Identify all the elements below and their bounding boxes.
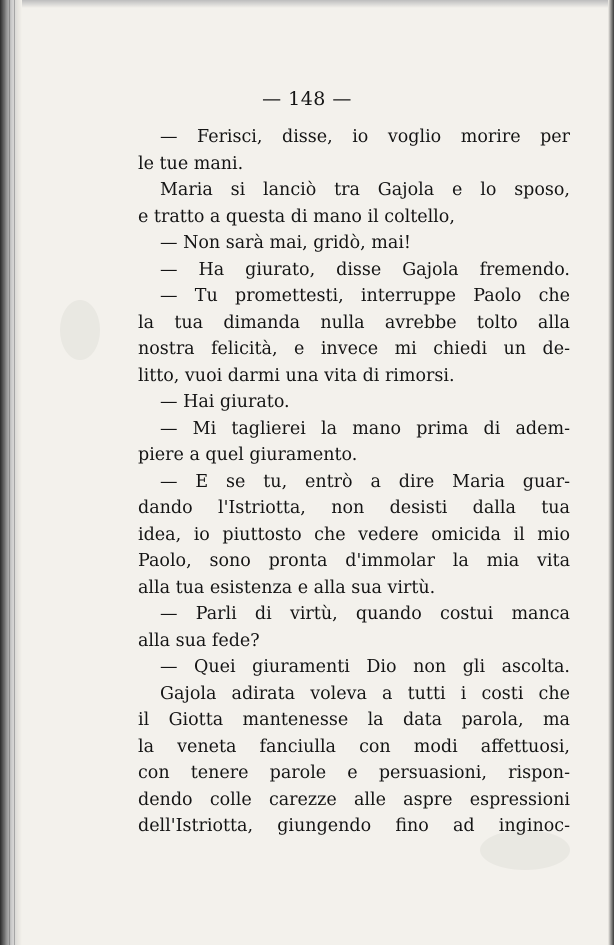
page-top-shadow <box>0 0 614 8</box>
text-line: — Quei giuramenti Dio non gli ascolta. <box>160 657 570 677</box>
text-line: Gajola adirata voleva a tutti i costi che <box>160 683 570 704</box>
text-line: — Ha giurato, disse Gajola fremendo. <box>160 259 570 280</box>
text-line: — Non sarà mai, gridò, mai! <box>160 233 411 253</box>
text-line: il Giotta mantenesse la data parola, ma <box>138 710 570 730</box>
text-line: dando l'Istriotta, non desisti dalla tua <box>138 498 570 518</box>
text-line: con tenere parole e persuasioni, rispon- <box>138 763 570 783</box>
text-line: — Mi taglierei la mano prima di adem- <box>160 418 570 439</box>
text-line: alla tua esistenza e alla sua virtù. <box>138 577 436 598</box>
text-line: la veneta fanciulla con modi affettuosi, <box>138 736 570 757</box>
text-line: e tratto a questa di mano il coltello, <box>138 206 455 227</box>
text-line: — E se tu, entrò a dire Maria guar- <box>160 471 570 492</box>
gutter-line <box>4 0 5 945</box>
text-line: alla sua fede? <box>138 630 260 651</box>
text-line: litto, vuoi darmi una vita di rimorsi. <box>138 365 455 386</box>
book-binding-gutter <box>0 0 22 945</box>
text-line: piere a quel giuramento. <box>138 445 358 465</box>
text-line: le tue mani. <box>138 153 244 174</box>
paper-smudge <box>60 300 100 360</box>
text-line: nostra felicità, e invece mi chiedi un de- <box>138 339 570 359</box>
body-text <box>138 124 570 840</box>
text-line: dell'Istriotta, giungendo fino ad inginoc- <box>138 816 570 836</box>
text-line: Maria si lanciò tra Gajola e lo sposo, <box>160 180 570 200</box>
page-right-edge <box>608 0 614 945</box>
gutter-line <box>9 0 10 945</box>
text-line: — Hai giurato. <box>160 392 290 412</box>
text-line: idea, io piuttosto che vedere omicida il mio <box>138 524 570 545</box>
text-line: Paolo, sono pronta d'immolar la mia vita <box>138 551 570 571</box>
text-line: — Ferisci, disse, io voglio morire per <box>160 127 570 147</box>
page-number: — 148 — <box>262 88 352 110</box>
text-line: — Parli di virtù, quando costui manca <box>160 604 570 624</box>
text-line: dendo colle carezze alle aspre espressioni <box>138 789 570 810</box>
text-line: — Tu promettesti, interruppe Paolo che <box>160 286 570 306</box>
gutter-line <box>14 0 15 945</box>
text-line: la tua dimanda nulla avrebbe tolto alla <box>138 312 570 333</box>
